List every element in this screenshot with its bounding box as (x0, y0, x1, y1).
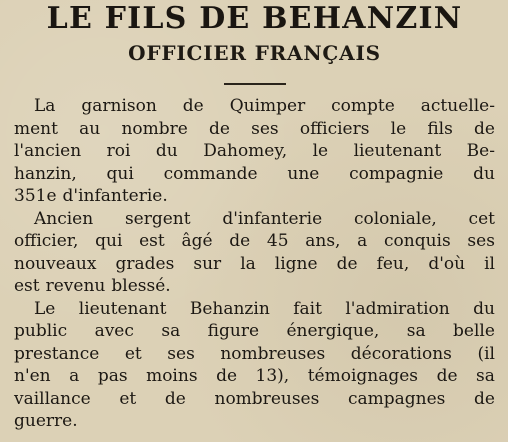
text-line: l'ancien roi du Dahomey, le lieutenant Be- (14, 141, 495, 161)
text-line: nouveaux grades sur la ligne de feu, d'où il (14, 253, 495, 274)
text-line: prestance et ses nombreuses décorations (il (14, 343, 495, 364)
text-line: officier, qui est âgé de 45 ans, a conquis ses (14, 231, 495, 251)
text-line: Ancien sergent d'infanterie coloniale, cet (34, 208, 495, 229)
text-line: vaillance et de nombreuses campagnes de (14, 388, 495, 409)
text-line: ment au nombre de ses officiers le fils de (14, 118, 495, 139)
article-body (14, 95, 495, 433)
headline: LE FILS DE BEHANZIN (46, 1, 463, 36)
text-line: n'en a pas moins de 13), témoignages de sa (14, 366, 495, 386)
text-line: hanzin, qui commande une compagnie du (14, 163, 495, 184)
text-line: guerre. (14, 411, 78, 431)
separator-rule (224, 83, 286, 85)
text-line: est revenu blessé. (14, 276, 171, 296)
text-line: 351e d'infanterie. (14, 186, 168, 206)
subheadline: OFFICIER FRANÇAIS (128, 41, 381, 65)
text-line: public avec sa figure énergique, sa belle (14, 321, 495, 341)
text-line: Le lieutenant Behanzin fait l'admiration du (34, 298, 495, 319)
text-line: La garnison de Quimper compte actuelle- (34, 96, 495, 116)
